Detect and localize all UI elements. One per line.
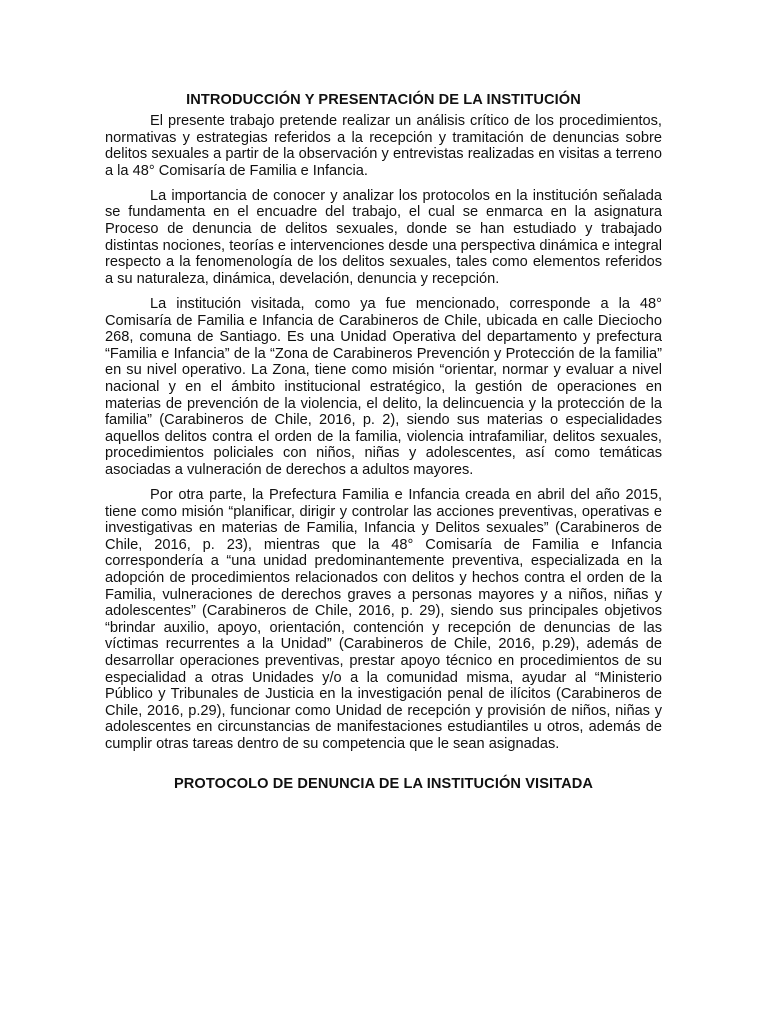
paragraph-4: Por otra parte, la Prefectura Familia e Infancia creada en abril del año 2015, tiene como misión “planificar, dirigir y controlar las acciones preventivas, operativas e investigativas en materias de Familia, Infancia y Delitos sexuales” (Carabineros de Chile, 2016, p. 23), mientras que la 48° Comisaría de Familia e Infancia correspondería a “una unidad predominantemente preventiva, especializada en la adopción de procedimientos relacionados con delitos y hechos contra el orden de la Familia, vulneraciones de derechos graves a personas mayores y a niños, niñas y adolescentes” (Carabineros de Chile, 2016, p. 29), siendo sus principales objetivos “brindar auxilio, apoyo, orientación, contención y recepción de denuncias de las víctimas recurrentes a la Unidad” (Carabineros de Chile, 2016, p.29), además de desarrollar operaciones preventivas, prestar apoyo técnico en procedimientos de su especialidad a otras Unidades y/o a la comunidad misma, ayudar al “Ministerio Público y Tribunales de Justicia en la investigación penal de ilícitos (Carabineros de Chile, 2016, p.29), funcionar como Unidad de recepción y provisión de niños, niñas y adolescentes en circunstancias de manifestaciones estudiantiles u otros, además de cumplir otras tareas dentro de su competencia que le sean asignadas. bbox=[105, 486, 662, 752]
paragraph-1: El presente trabajo pretende realizar un análisis crítico de los procedimientos, normativas y estrategias referidos a la recepción y tramitación de denuncias sobre delitos sexuales a partir de la observación y entrevistas realizadas en visitas a terreno a la 48° Comisaría de Familia e Infancia. bbox=[105, 113, 662, 179]
section-heading-introduccion: INTRODUCCIÓN Y PRESENTACIÓN DE LA INSTITUCIÓN bbox=[186, 92, 581, 108]
paragraph-3: La institución visitada, como ya fue mencionado, corresponde a la 48° Comisaría de Familia e Infancia de Carabineros de Chile, ubicada en calle Dieciocho 268, comuna de Santiago. Es una Unidad Operativa del departamento y prefectura “Familia e Infancia” de la “Zona de Carabineros Prevención y Protección de la familia” en su nivel operativo. La Zona, tiene como misión “orientar, normar y evaluar a nivel nacional y en el ámbito institucional estratégico, la gestión de operaciones en materias de prevención de la violencia, el delito, la delincuencia y la protección de la familia” (Carabineros de Chile, 2016, p. 2), siendo sus materias o especialidades aquellos delitos contra el orden de la familia, violencia intrafamiliar, delitos sexuales, procedimientos policiales con niños, niñas y adolescentes, así como temáticas asociadas a vulneración de derechos a adultos mayores. bbox=[105, 295, 662, 478]
paragraph-2: La importancia de conocer y analizar los protocolos en la institución señalada se fundamenta en el encuadre del trabajo, el cual se enmarca en la asignatura Proceso de denuncia de delitos sexuales, donde se han estudiado y trabajado distintas nociones, teorías e intervenciones desde una perspectiva dinámica e integral respecto a la fenomenología de los delitos sexuales, tales como elementos referidos a su naturaleza, dinámica, develación, denuncia y recepción. bbox=[105, 187, 662, 287]
document-body bbox=[105, 92, 662, 793]
section-heading-protocolo: PROTOCOLO DE DENUNCIA DE LA INSTITUCIÓN VISITADA bbox=[173, 776, 594, 793]
